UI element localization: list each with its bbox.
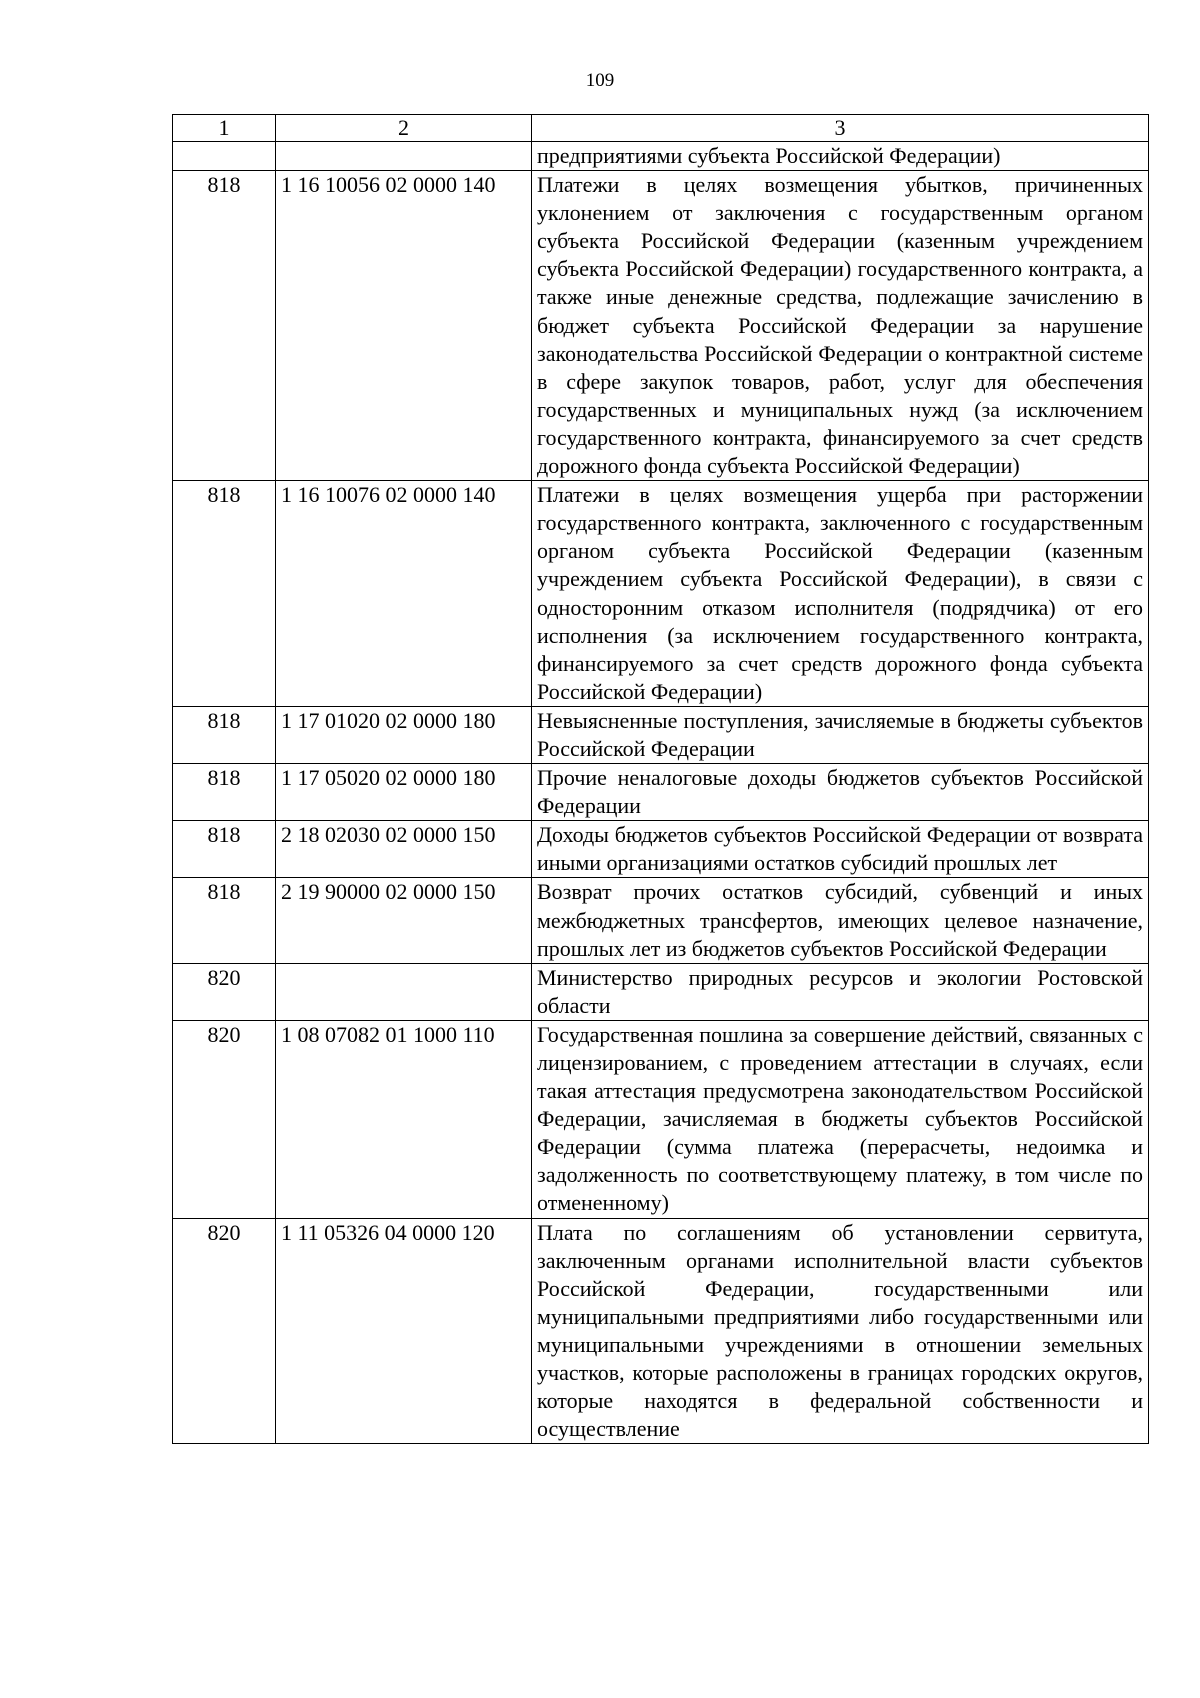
revenue-code-cell: 1 08 07082 01 1000 110 xyxy=(276,1020,532,1218)
table-header-row xyxy=(173,115,1149,142)
revenue-name-cell: предприятиями субъекта Российской Федерации) xyxy=(532,142,1149,171)
table-row xyxy=(173,1218,1149,1444)
admin-code-cell: 820 xyxy=(173,1218,276,1444)
table-row xyxy=(173,821,1149,878)
table-row xyxy=(173,171,1149,481)
admin-code-cell: 818 xyxy=(173,821,276,878)
revenue-name-cell: Плата по соглашениям об установлении сервитута, заключенным органами исполнительной власти субъектов Российской Федерации, государственными или муниципальными предприятиями либо государственными или муниципальными учреждениями в отношении земельных участков, которые расположены в границах городских округов, которые находятся в федеральной собственности и осуществление xyxy=(532,1218,1149,1444)
revenue-code-cell xyxy=(276,142,532,171)
admin-code-cell xyxy=(173,142,276,171)
revenue-code-cell: 2 18 02030 02 0000 150 xyxy=(276,821,532,878)
revenue-name-cell: Прочие неналоговые доходы бюджетов субъектов Российской Федерации xyxy=(532,764,1149,821)
table-row xyxy=(173,878,1149,963)
table-row xyxy=(173,963,1149,1020)
admin-code-cell: 820 xyxy=(173,1020,276,1218)
revenue-name-cell: Доходы бюджетов субъектов Российской Федерации от возврата иными организациями остатков субсидий прошлых лет xyxy=(532,821,1149,878)
admin-code-cell: 818 xyxy=(173,481,276,707)
revenue-codes-table xyxy=(172,114,1149,1444)
header-col-3: 3 xyxy=(532,115,1149,142)
revenue-name-cell: Министерство природных ресурсов и экологии Ростовской области xyxy=(532,963,1149,1020)
admin-code-cell: 818 xyxy=(173,706,276,763)
revenue-code-cell: 1 16 10076 02 0000 140 xyxy=(276,481,532,707)
admin-code-cell: 818 xyxy=(173,764,276,821)
revenue-name-cell: Платежи в целях возмещения ущерба при расторжении государственного контракта, заключенного с государственным органом субъекта Российской Федерации (казенным учреждением субъекта Российской Федерации), в связи с односторонним отказом исполнителя (подрядчика) от его исполнения (за исключением государственного контракта, финансируемого за счет средств дорожного фонда субъекта Российской Федерации) xyxy=(532,481,1149,707)
admin-code-cell: 820 xyxy=(173,963,276,1020)
revenue-name-cell: Государственная пошлина за совершение действий, связанных с лицензированием, с проведением аттестации в случаях, если такая аттестация предусмотрена законодательством Российской Федерации, зачисляемая в бюджеты субъектов Российской Федерации (сумма платежа (перерасчеты, недоимка и задолженность по соответствующему платежу, в том числе по отмененному) xyxy=(532,1020,1149,1218)
revenue-name-cell: Невыясненные поступления, зачисляемые в бюджеты субъектов Российской Федерации xyxy=(532,706,1149,763)
revenue-code-cell xyxy=(276,963,532,1020)
table-row xyxy=(173,706,1149,763)
revenue-code-cell: 1 17 05020 02 0000 180 xyxy=(276,764,532,821)
revenue-code-cell: 1 11 05326 04 0000 120 xyxy=(276,1218,532,1444)
header-col-1: 1 xyxy=(173,115,276,142)
table-row xyxy=(173,481,1149,707)
table-row xyxy=(173,1020,1149,1218)
admin-code-cell: 818 xyxy=(173,878,276,963)
revenue-code-cell: 2 19 90000 02 0000 150 xyxy=(276,878,532,963)
revenue-code-cell: 1 16 10056 02 0000 140 xyxy=(276,171,532,481)
revenue-name-cell: Платежи в целях возмещения убытков, причиненных уклонением от заключения с государственным органом субъекта Российской Федерации (казенным учреждением субъекта Российской Федерации) государственного контракта, а также иные денежные средства, подлежащие зачислению в бюджет субъекта Российской Федерации за нарушение законодательства Российской Федерации о контрактной системе в сфере закупок товаров, работ, услуг для обеспечения государственных и муниципальных нужд (за исключением государственного контракта, финансируемого за счет средств дорожного фонда субъекта Российской Федерации) xyxy=(532,171,1149,481)
header-col-2: 2 xyxy=(276,115,532,142)
table-row xyxy=(173,764,1149,821)
revenue-name-cell: Возврат прочих остатков субсидий, субвенций и иных межбюджетных трансфертов, имеющих целевое назначение, прошлых лет из бюджетов субъектов Российской Федерации xyxy=(532,878,1149,963)
admin-code-cell: 818 xyxy=(173,171,276,481)
revenue-code-cell: 1 17 01020 02 0000 180 xyxy=(276,706,532,763)
table-row xyxy=(173,142,1149,171)
page-number: 109 xyxy=(585,70,615,91)
